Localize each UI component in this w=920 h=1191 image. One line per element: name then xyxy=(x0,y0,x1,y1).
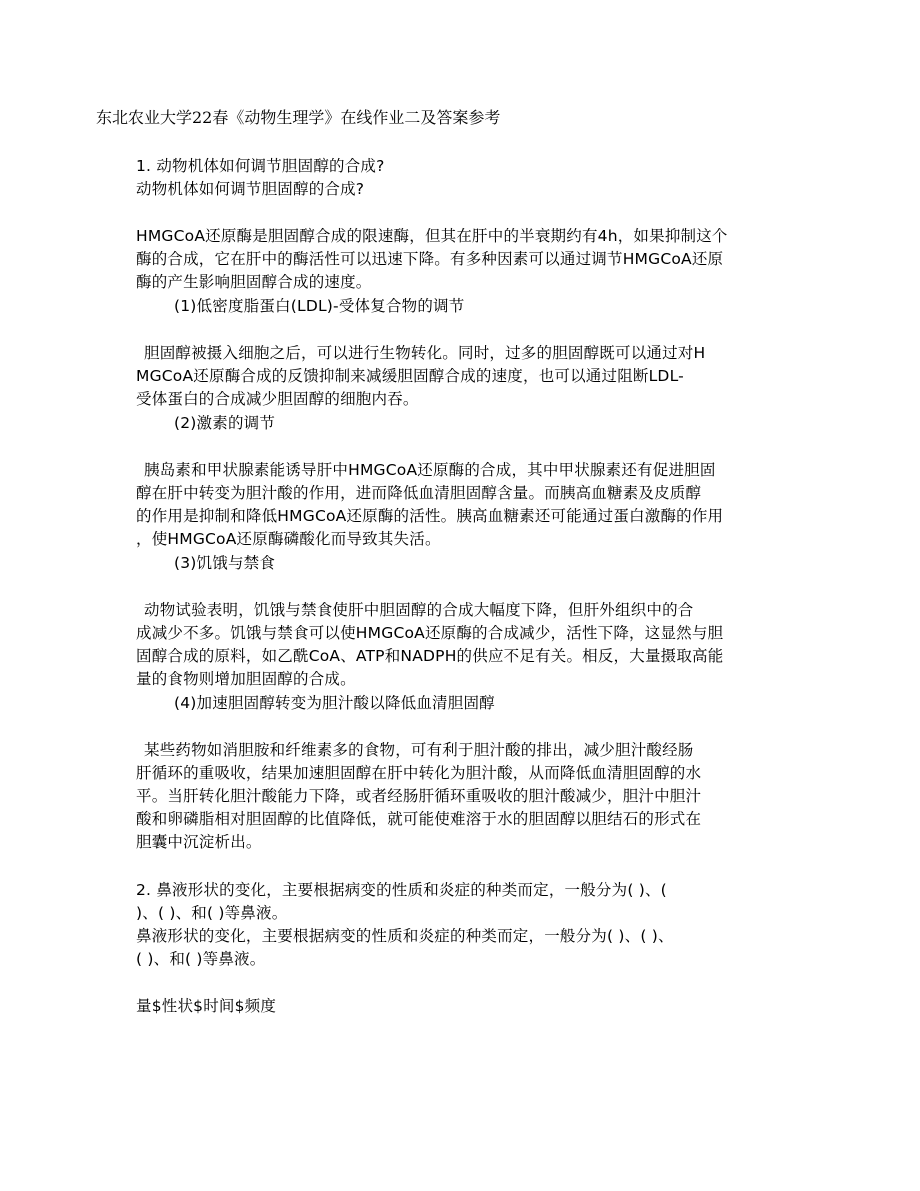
q1-intro-line: 酶的产生影响胆固醇合成的速度。 xyxy=(136,273,372,291)
q2-repeat-line: 鼻液形状的变化，主要根据病变的性质和炎症的种类而定，一般分为( )、( )、 xyxy=(136,927,674,945)
q2-repeat-line: ( )、和( )等鼻液。 xyxy=(136,950,266,968)
q1-section-3-title: (3)饥饿与禁食 xyxy=(174,554,276,572)
document-title: 东北农业大学22春《动物生理学》在线作业二及答案参考 xyxy=(96,108,501,127)
q1-section-2-line: 的作用是抑制和降低HMGCoA还原酶的活性。胰高血糖素还可能通过蛋白激酶的作用 xyxy=(136,507,724,525)
q1-section-4-line: 酸和卵磷脂相对胆固醇的比值降低，就可能使难溶于水的胆固醇以胆结石的形式在 xyxy=(136,810,702,828)
q1-section-4-line: 胆囊中沉淀析出。 xyxy=(136,833,262,851)
q1-section-1-line: MGCoA还原酶合成的反馈抑制来减缓胆固醇合成的速度，也可以通过阻断LDL- xyxy=(136,367,684,385)
q1-section-4-line: 肝循环的重吸收，结果加速胆固醇在肝中转化为胆汁酸，从而降低血清胆固醇的水 xyxy=(136,764,702,782)
q1-section-2-line: ，使HMGCoA还原酶磷酸化而导致其失活。 xyxy=(136,530,441,548)
q1-section-1-line: 受体蛋白的合成减少胆固醇的细胞内吞。 xyxy=(136,390,419,408)
q1-intro-line: 酶的合成，它在肝中的酶活性可以迅速下降。有多种因素可以通过调节HMGCoA还原 xyxy=(136,250,724,268)
q1-section-2-line: 胰岛素和甲状腺素能诱导肝中HMGCoA还原酶的合成，其中甲状腺素还有促进胆固 xyxy=(144,461,716,479)
q1-section-1-line: 胆固醇被摄入细胞之后，可以进行生物转化。同时，过多的胆固醇既可以通过对H xyxy=(144,344,706,362)
q1-section-1-title: (1)低密度脂蛋白(LDL)-受体复合物的调节 xyxy=(174,297,465,315)
q2-answer: 量$性状$时间$频度 xyxy=(136,997,277,1015)
q2-heading-line: 2. 鼻液形状的变化，主要根据病变的性质和炎症的种类而定，一般分为( )、( xyxy=(136,881,667,899)
q1-section-2-title: (2)激素的调节 xyxy=(174,414,276,432)
q1-section-3-line: 固醇合成的原料，如乙酰CoA、ATP和NADPH的供应不足有关。相反，大量摄取高能 xyxy=(136,647,724,665)
q1-section-3-line: 成减少不多。饥饿与禁食可以使HMGCoA还原酶的合成减少，活性下降，这显然与胆 xyxy=(136,624,724,642)
q1-repeat: 动物机体如何调节胆固醇的合成? xyxy=(136,180,365,198)
q1-section-2-line: 醇在肝中转变为胆汁酸的作用，进而降低血清胆固醇含量。而胰高血糖素及皮质醇 xyxy=(136,484,702,502)
q1-section-4-title: (4)加速胆固醇转变为胆汁酸以降低血清胆固醇 xyxy=(174,694,495,712)
q1-section-3-line: 量的食物则增加胆固醇的合成。 xyxy=(136,670,356,688)
q1-intro-line: HMGCoA还原酶是胆固醇合成的限速酶，但其在肝中的半衰期约有4h，如果抑制这个 xyxy=(136,227,728,245)
q1-section-3-line: 动物试验表明，饥饿与禁食使肝中胆固醇的合成大幅度下降，但肝外组织中的合 xyxy=(144,601,694,619)
q1-section-4-line: 平。当肝转化胆汁酸能力下降，或者经肠肝循环重吸收的胆汁酸减少，胆汁中胆汁 xyxy=(136,787,702,805)
q2-heading-line: )、( )、和( )等鼻液。 xyxy=(136,904,288,922)
q1-section-4-line: 某些药物如消胆胺和纤维素多的食物，可有利于胆汁酸的排出，减少胆汁酸经肠 xyxy=(144,741,694,759)
q1-heading: 1. 动物机体如何调节胆固醇的合成? xyxy=(136,157,385,175)
